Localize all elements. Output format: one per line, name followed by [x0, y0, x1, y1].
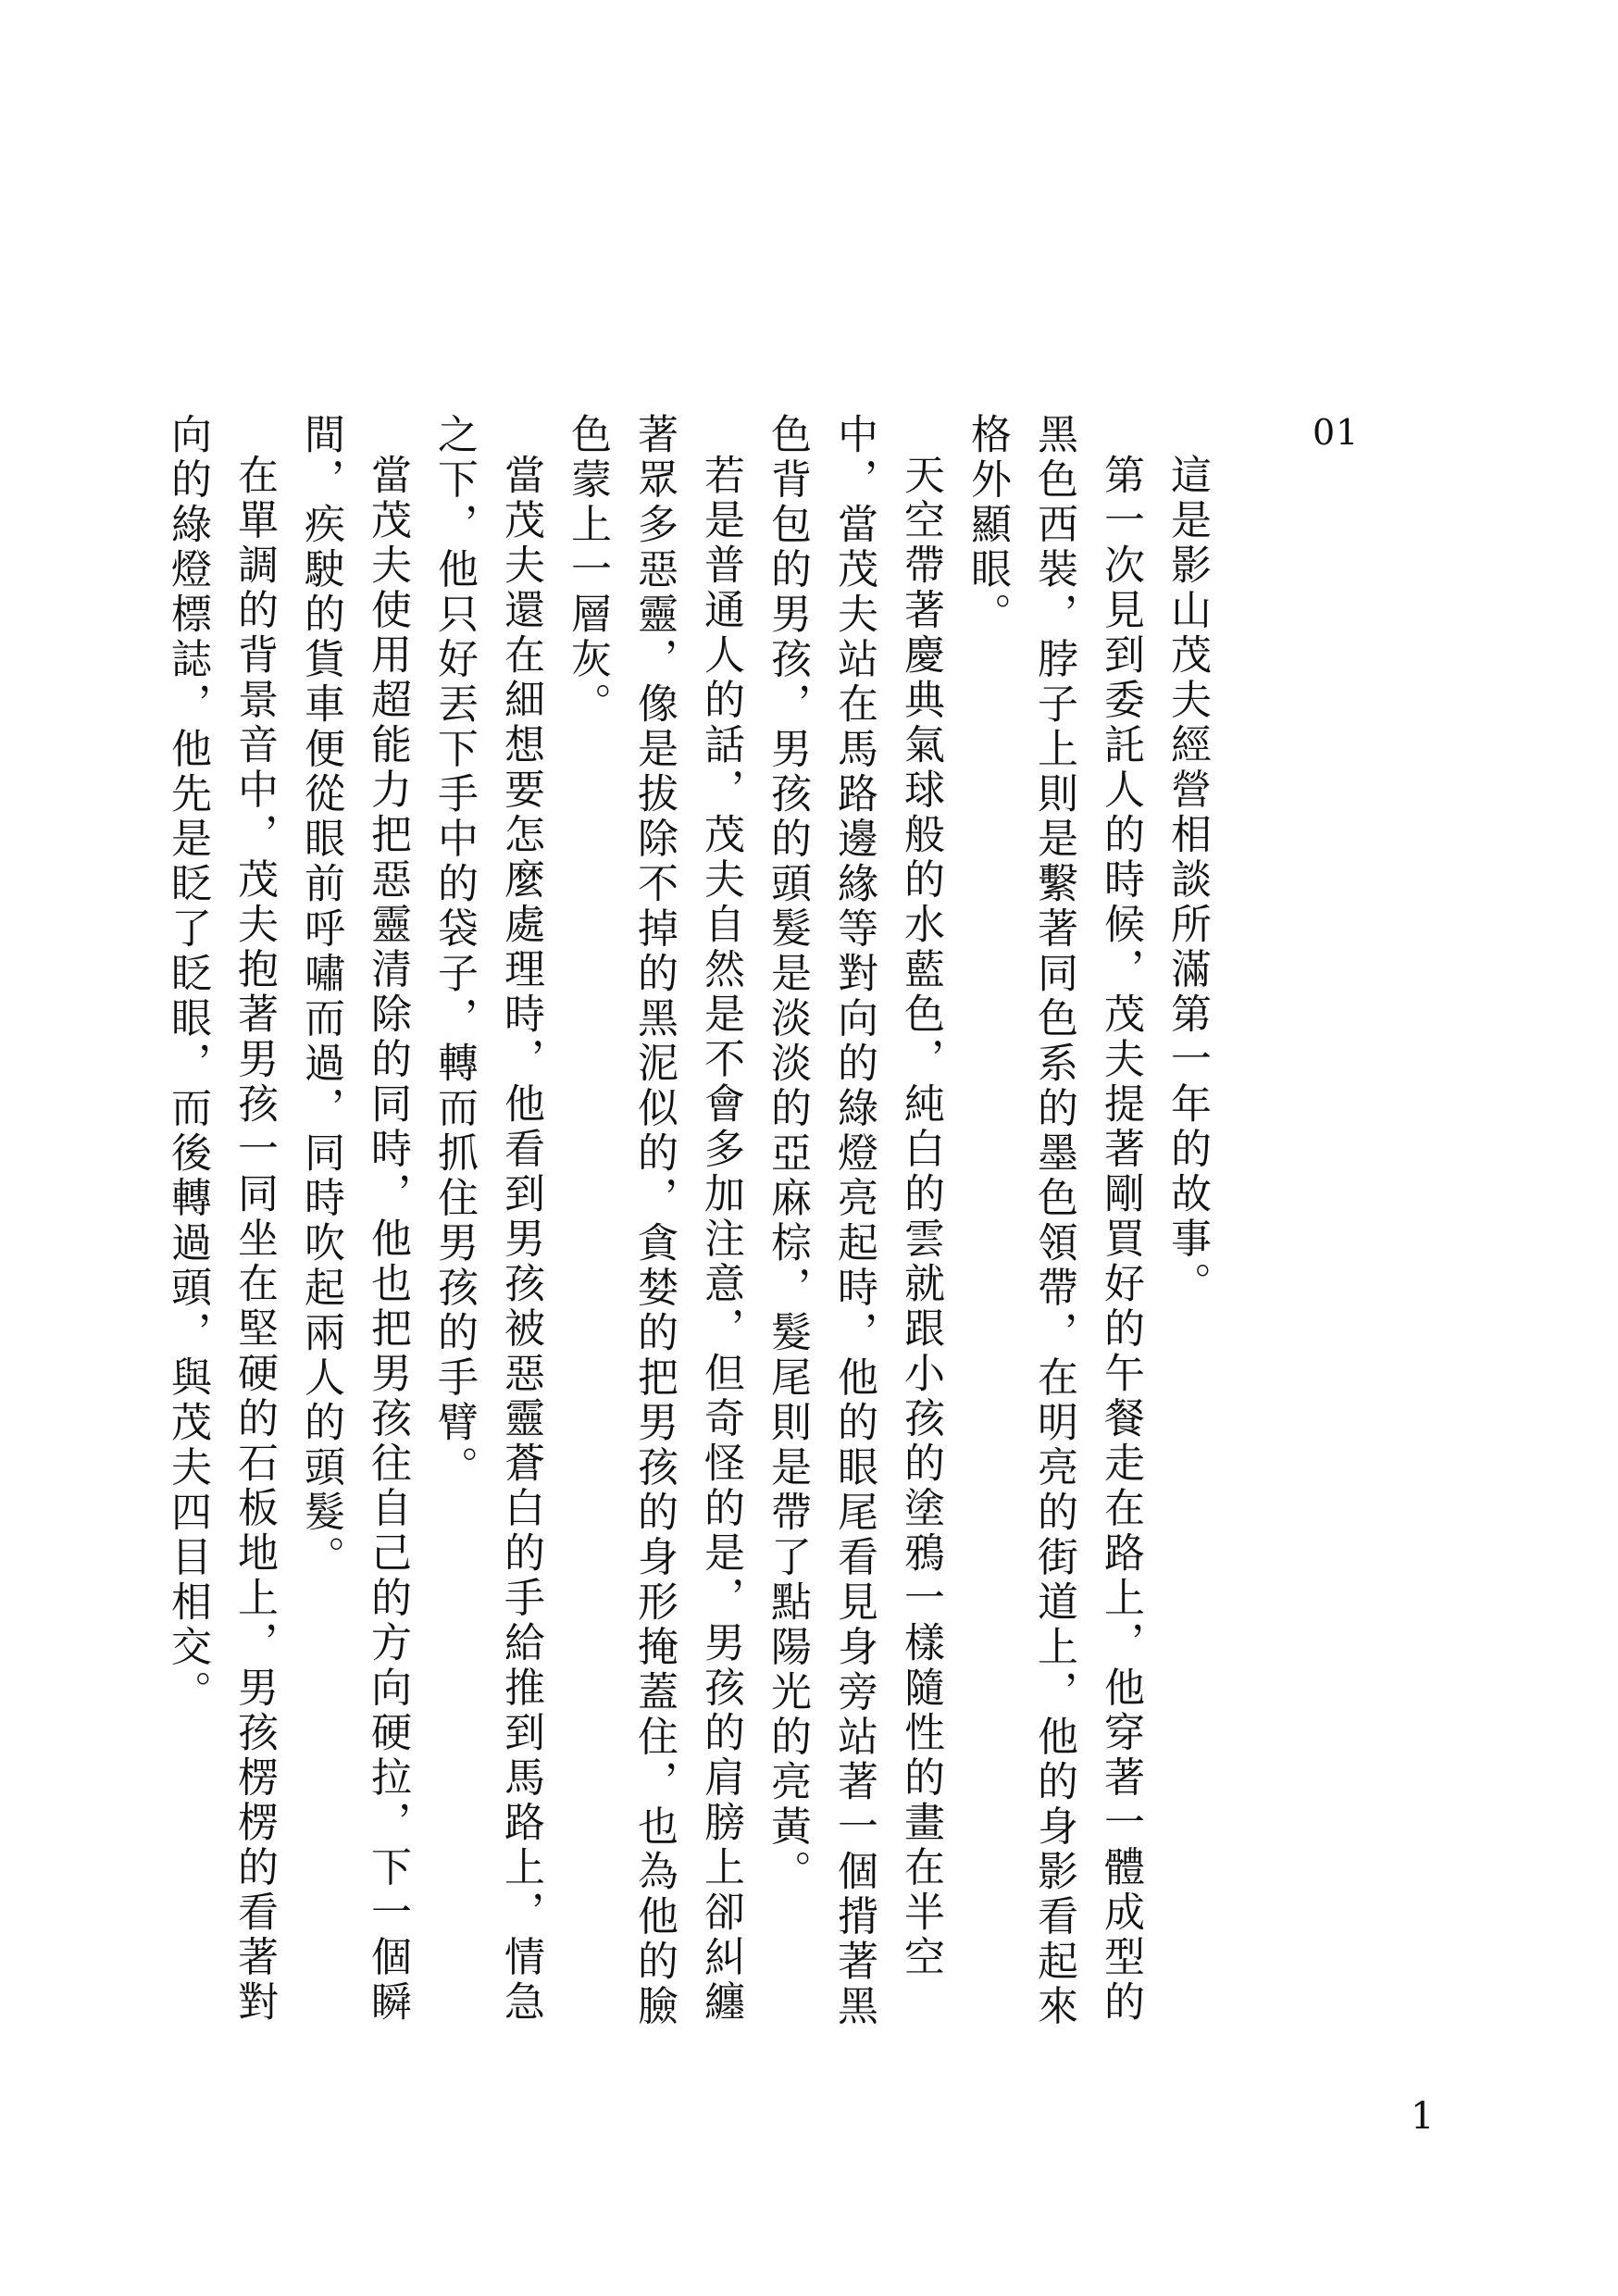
paragraph-6: 當茂夫使用超能力把惡靈清除的同時，他也把男孩往自己的方向硬拉，下一個瞬間，疾駛的貨車便從眼前呼嘯而過，同時吹起兩人的頭髮。: [297, 413, 411, 2026]
paragraph-1: 這是影山茂夫經營相談所滿第一年的故事。: [1164, 454, 1211, 1307]
paragraph-3: 天空帶著慶典氣球般的水藍色，純白的雲就跟小孩的塗鴉一樣隨性的畫在半空中，當茂夫站在馬路邊緣等對向的綠燈亮起時，他的眼尾看見身旁站著一個揹著黑色背包的男孩，男孩的頭髮是淡淡的亞麻棕，髮尾則是帶了點陽光的亮黃。: [764, 413, 944, 2029]
paragraph-4: 若是普通人的話，茂夫自然是不會多加注意，但奇怪的是，男孩的肩膀上卻糾纏著眾多惡靈，像是拔除不掉的黑泥似的，貪婪的把男孩的身形掩蓋住，也為他的臉色蒙上一層灰。: [564, 413, 744, 2029]
paragraph-5: 當茂夫還在細想要怎麼處理時，他看到男孩被惡靈蒼白的手給推到馬路上，情急之下，他只好丟下手中的袋子，轉而抓住男孩的手臂。: [430, 413, 544, 2026]
chapter-number: 01: [1313, 412, 1360, 453]
page-number: 1: [1411, 2095, 1435, 2138]
paragraph-2: 第一次見到委託人的時候，茂夫提著剛買好的午餐走在路上，他穿著一體成型的黑色西裝，脖子上則是繫著同色系的墨色領帶，在明亮的街道上，他的身影看起來格外顯眼。: [964, 413, 1144, 2029]
paragraph-7: 在單調的背景音中，茂夫抱著男孩一同坐在堅硬的石板地上，男孩楞楞的看著對向的綠燈標誌，他先是眨了眨眼，而後轉過頭，與茂夫四目相交。: [164, 413, 278, 2026]
story-body: [154, 413, 1220, 2042]
